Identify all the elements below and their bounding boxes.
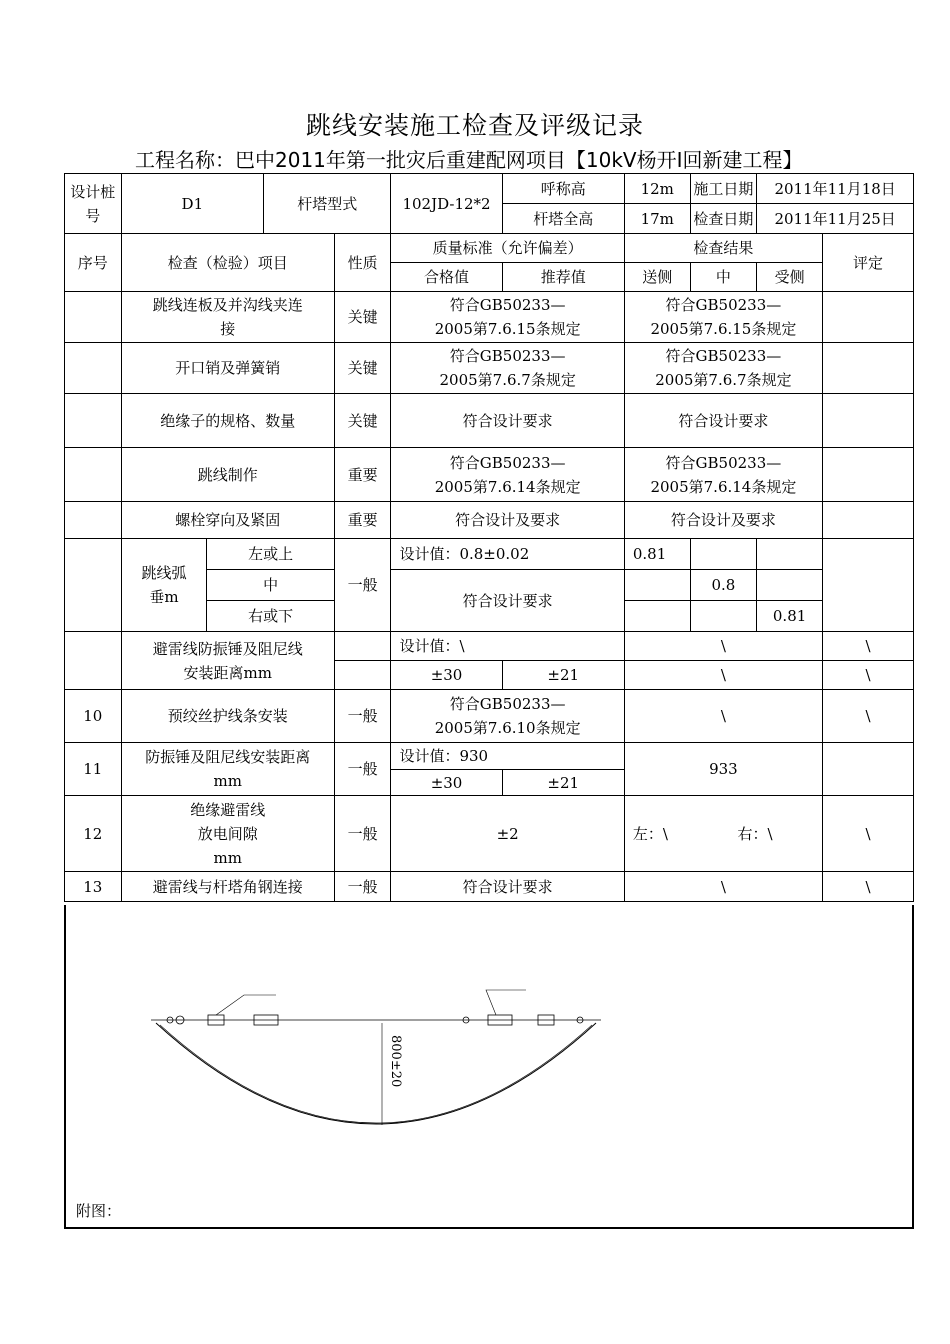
col-send-side: 送侧	[624, 263, 690, 292]
tower-type-label: 杆塔型式	[264, 174, 391, 234]
col-seq: 序号	[65, 234, 122, 292]
row-seq: 13	[65, 872, 122, 902]
row-rating	[822, 394, 913, 448]
table-row	[65, 343, 914, 394]
build-date-value: 2011年11月18日	[757, 174, 914, 204]
row-nature: 一般	[334, 872, 391, 902]
damper-rating-1: \	[822, 632, 913, 661]
sag-item: 跳线弧垂m	[121, 539, 207, 632]
row-item: 跳线制作	[121, 448, 334, 502]
damper-result-1: \	[624, 632, 822, 661]
table-row	[65, 292, 914, 343]
table-row	[65, 872, 914, 902]
page-title: 跳线安装施工检查及评级记录	[305, 111, 644, 140]
sag-standard: 符合设计要求	[391, 570, 624, 632]
sag-sub-left: 左或上	[207, 539, 334, 570]
row-nature: 关键	[334, 343, 391, 394]
row-standard: 符合设计要求	[391, 872, 624, 902]
row-result: 符合设计要求	[624, 394, 822, 448]
damper-recommended: ±21	[502, 661, 624, 690]
col-rating: 评定	[822, 234, 913, 292]
row11-recommended: ±21	[502, 770, 624, 796]
row-item: 预绞丝护线条安装	[121, 690, 334, 743]
leader-lines	[216, 990, 526, 1015]
check-date-label: 检查日期	[690, 204, 757, 234]
row-result: \	[624, 690, 822, 743]
check-date-value: 2011年11月25日	[757, 204, 914, 234]
figure-label: 附图：	[76, 1202, 122, 1220]
sag-right-value: 0.81	[757, 601, 823, 632]
table-row	[65, 796, 914, 872]
row-rating	[822, 343, 913, 394]
jumper-sag-drawing	[146, 975, 686, 1135]
row-nature: 关键	[334, 394, 391, 448]
row-standard: 符合GB50233—2005第7.6.10条规定	[391, 690, 624, 743]
sag-mid-value: 0.8	[690, 570, 757, 601]
row-rating: \	[822, 690, 913, 743]
damper-item: 避雷线防振锤及阻尼线安装距离mm	[121, 632, 334, 690]
row-result: 933	[624, 743, 822, 796]
right-insulator-string	[366, 1015, 601, 1025]
dimension-label: 800±20	[388, 1035, 403, 1088]
row-nature: 重要	[334, 448, 391, 502]
row-rating: \	[822, 796, 913, 872]
row-result: 符合设计及要求	[624, 502, 822, 539]
design-pole-value: D1	[121, 174, 264, 234]
table-row	[65, 743, 914, 770]
sag-sub-mid: 中	[207, 570, 334, 601]
row-result: 符合GB50233—2005第7.6.7条规定	[624, 343, 822, 394]
row-rating: \	[822, 872, 913, 902]
row-seq: 10	[65, 690, 122, 743]
row-standard: ±2	[391, 796, 624, 872]
row11-design: 设计值：930	[391, 743, 624, 770]
row-seq	[65, 343, 122, 394]
table-row	[65, 448, 914, 502]
row-item: 螺栓穿向及紧固	[121, 502, 334, 539]
nominal-height-label: 呼称高	[502, 174, 624, 204]
damper-result-2: \	[624, 661, 822, 690]
col-nature: 性质	[334, 234, 391, 292]
row-standard: 符合GB50233—2005第7.6.15条规定	[391, 292, 624, 343]
row-item: 跳线连板及并沟线夹连接	[121, 292, 334, 343]
row-nature: 一般	[334, 690, 391, 743]
row-result: \	[624, 872, 822, 902]
col-receive-side: 受侧	[757, 263, 823, 292]
row-seq	[65, 448, 122, 502]
row-item: 防振锤及阻尼线安装距离mm	[121, 743, 334, 796]
col-result: 检查结果	[624, 234, 822, 263]
table-row	[65, 394, 914, 448]
design-pole-label: 设计桩号	[65, 174, 122, 234]
gap-right: 右：\	[737, 824, 773, 843]
row-item: 避雷线与杆塔角钢连接	[121, 872, 334, 902]
col-middle: 中	[690, 263, 757, 292]
row-item: 绝缘避雷线放电间隙mm	[121, 796, 334, 872]
row-nature: 关键	[334, 292, 391, 343]
total-height-label: 杆塔全高	[502, 204, 624, 234]
total-height-value: 17m	[624, 204, 690, 234]
col-standard: 质量标准（允许偏差）	[391, 234, 624, 263]
row-rating	[822, 502, 913, 539]
table-row	[65, 502, 914, 539]
row-nature: 一般	[334, 796, 391, 872]
row-seq: 11	[65, 743, 122, 796]
col-qualified: 合格值	[391, 263, 502, 292]
row-standard: 符合GB50233—2005第7.6.7条规定	[391, 343, 624, 394]
gap-left: 左：\	[632, 824, 668, 843]
row-nature: 一般	[334, 743, 391, 796]
row-standard: 符合设计及要求	[391, 502, 624, 539]
sag-design: 设计值：0.8±0.02	[391, 539, 624, 570]
nominal-height-value: 12m	[624, 174, 690, 204]
col-item: 检查（检验）项目	[121, 234, 334, 292]
row-result: 符合GB50233—2005第7.6.15条规定	[624, 292, 822, 343]
row-rating	[822, 292, 913, 343]
row-result: 符合GB50233—2005第7.6.14条规定	[624, 448, 822, 502]
row11-qualified: ±30	[391, 770, 502, 796]
table-row	[65, 632, 914, 661]
row-seq	[65, 502, 122, 539]
row-rating	[822, 448, 913, 502]
left-insulator-string	[151, 1015, 366, 1025]
sag-left-value: 0.81	[624, 539, 690, 570]
inspection-table	[64, 173, 914, 902]
row-standard: 符合设计要求	[391, 394, 624, 448]
row-standard: 符合GB50233—2005第7.6.14条规定	[391, 448, 624, 502]
sag-sub-right: 右或下	[207, 601, 334, 632]
build-date-label: 施工日期	[690, 174, 757, 204]
tower-type-value: 102JD-12*2	[391, 174, 502, 234]
damper-design: 设计值：\	[391, 632, 624, 661]
project-name: 工程名称：巴中2011年第一批灾后重建配网项目【10kV杨开Ⅰ回新建工程】	[135, 148, 803, 172]
col-recommended: 推荐值	[502, 263, 624, 292]
row-nature: 重要	[334, 502, 391, 539]
damper-rating-2: \	[822, 661, 913, 690]
row-seq: 12	[65, 796, 122, 872]
damper-qualified: ±30	[391, 661, 502, 690]
sag-nature: 一般	[334, 539, 391, 632]
row-seq	[65, 394, 122, 448]
row-item: 开口销及弹簧销	[121, 343, 334, 394]
table-row	[65, 690, 914, 743]
attached-figure	[64, 905, 914, 1229]
row-seq	[65, 292, 122, 343]
table-row	[65, 539, 914, 570]
row-item: 绝缘子的规格、数量	[121, 394, 334, 448]
